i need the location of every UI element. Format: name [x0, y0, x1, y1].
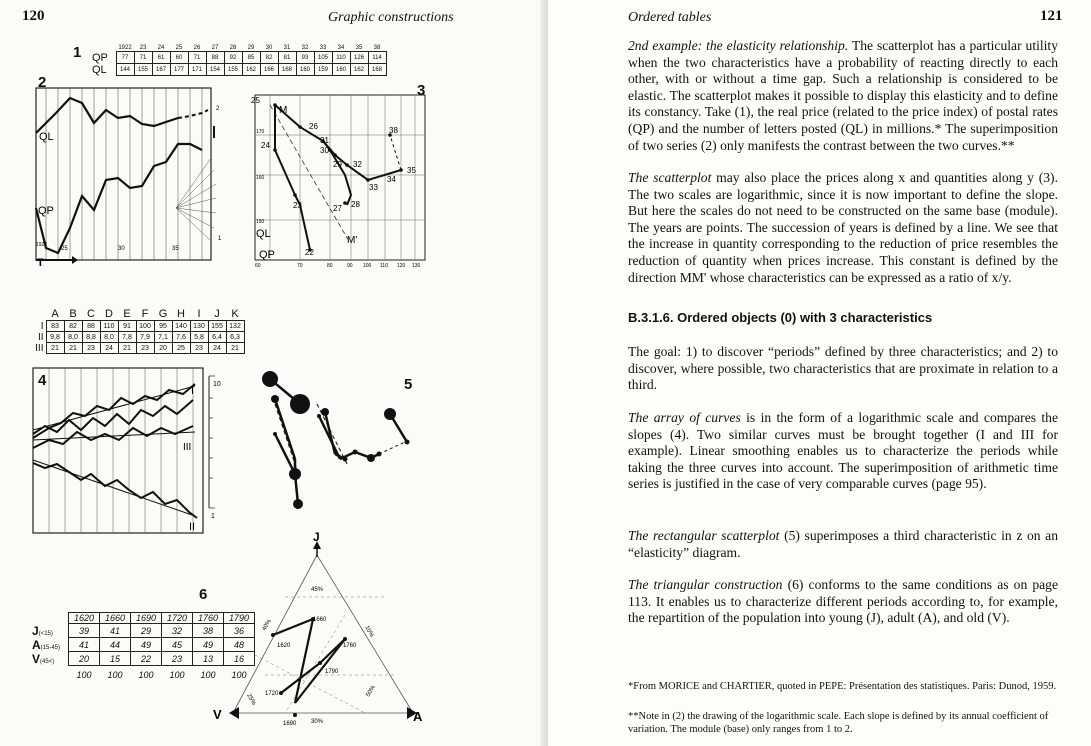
- fig3-m-prime-label: M': [347, 235, 358, 246]
- fig2-x-mid: 25: [61, 246, 68, 252]
- fig6-year-1760: 1760: [343, 643, 357, 649]
- fig3-point-34: 34: [387, 175, 396, 184]
- para6-lead: The triangular construction: [628, 577, 783, 592]
- fig1-cell: 71: [134, 52, 152, 64]
- fig1-cell: 71: [188, 52, 206, 64]
- fig3-qp-label: QP: [259, 249, 275, 261]
- fig4-cell: 8,0: [100, 332, 118, 343]
- fig2-x-30: 30: [118, 246, 125, 252]
- fig6-cell: 29: [131, 624, 162, 638]
- fig2-x-start: 1922: [36, 242, 48, 248]
- fig1-year: 27: [211, 45, 219, 51]
- fig4-cell: 91: [118, 321, 136, 332]
- fig1-cell: 177: [170, 64, 188, 76]
- fig6-row-letter: J: [32, 623, 39, 638]
- fig4-cell: 130: [190, 321, 208, 332]
- fig3-y-tick-170: 170: [256, 129, 265, 135]
- fig6-cell: 13: [193, 652, 224, 666]
- fig6-year-1660: 1660: [313, 617, 327, 623]
- fig1-cell: 171: [188, 64, 206, 76]
- fig4-row-label: III: [35, 342, 44, 354]
- fig3-x-tick-70: 70: [297, 263, 303, 269]
- fig3-point-24: 24: [261, 141, 270, 150]
- fig3-point-33: 33: [369, 183, 378, 192]
- fig6-cell: 22: [131, 652, 162, 666]
- figure-6-triangular-construction: [213, 530, 425, 735]
- fig6-cell: 44: [100, 638, 131, 652]
- fig6-cell: 20: [69, 652, 100, 666]
- fig1-cell: 168: [368, 64, 386, 76]
- fig4-cell: 21: [118, 343, 136, 354]
- paragraph-elasticity: [628, 38, 1058, 154]
- fig1-cell: 126: [350, 52, 368, 64]
- fig6-tick-50: 50%: [365, 684, 377, 698]
- fig1-cell: 77: [116, 52, 134, 64]
- fig4-cell: 83: [46, 321, 64, 332]
- fig1-cell: 92: [224, 52, 242, 64]
- fig1-year: 1922: [118, 45, 132, 51]
- para5-text: (5) superimposes a third characteristic in z on an “elasticity” diagram.: [628, 528, 1058, 560]
- fig4-cell: 5,8: [190, 332, 208, 343]
- fig1-cell: 168: [278, 64, 296, 76]
- fig6-v-label: V: [213, 707, 222, 722]
- fig1-row-label: QL: [92, 63, 107, 76]
- paragraph-goal: [628, 344, 1058, 394]
- fig6-grid: [30, 612, 255, 680]
- fig2-qp-label: QP: [38, 205, 54, 217]
- figure-2-label: 2: [38, 74, 47, 91]
- fig3-point-29: 29: [333, 160, 342, 169]
- fig2-scale-top: 2: [216, 106, 220, 112]
- fig3-point-25: 25: [251, 96, 260, 105]
- fig4-cell: 100: [136, 321, 154, 332]
- fig2-time-label: T: [37, 257, 44, 269]
- fig6-tick-10: 10%: [363, 625, 375, 639]
- fig1-year: 28: [229, 45, 237, 51]
- fig4-cell: 8,0: [64, 332, 82, 343]
- fig4-cell: 24: [208, 343, 226, 354]
- fig6-row-label: [30, 638, 69, 652]
- fig3-point-23: 23: [293, 201, 302, 210]
- figure-4-label: 4: [38, 372, 47, 389]
- figure-1-table: [90, 45, 387, 76]
- fig4-cell: 7,1: [154, 332, 172, 343]
- paragraph-rectangular-scatterplot: [628, 528, 1058, 561]
- figure-1-label: 1: [73, 44, 82, 61]
- fig1-year: 23: [139, 45, 147, 51]
- fig4-cell: 95: [154, 321, 172, 332]
- fig4-cell: 132: [226, 321, 244, 332]
- fig4-col-header: K: [231, 308, 239, 320]
- fig1-cell: 155: [224, 64, 242, 76]
- para2-text: may also place the prices along x and quantities along y (3). The two scales are logarithmic, since it is now important to define the slope. But here the scales do not need to be constructed on the same base (module). The years are points. The succession of years is defined by a line. We see that the increase in quantity corresponding to the reduction of price resembles the reduction of quantity when prices increase. This constant is defined by the direction MM' whose characteristics can be expressed as a ratio of x/y.: [628, 170, 1058, 285]
- fig6-tick-40: 40%: [261, 618, 273, 632]
- fig1-cell: 154: [206, 64, 224, 76]
- fig4-row-label: I: [40, 320, 44, 332]
- fig6-row-letter: V: [32, 651, 41, 666]
- fig3-point-27: 27: [333, 204, 342, 213]
- fig1-cell: 60: [170, 52, 188, 64]
- fig6-total: 100: [200, 670, 216, 680]
- footnote-2: **Note in (2) the drawing of the logarithmic scale. Each slope is defined by its annual coefficient of variation. The module (base) only ranges from 1 to 2.: [628, 711, 1049, 735]
- fig6-year-1720: 1720: [265, 691, 279, 697]
- fig4-cell: 25: [172, 343, 190, 354]
- fig6-cell: 38: [193, 624, 224, 638]
- fig6-year-1690: 1690: [283, 721, 297, 727]
- fig3-point-30: 30: [320, 146, 329, 155]
- fig1-year: 33: [319, 45, 327, 51]
- fig6-row-label: [30, 652, 69, 666]
- figure-2-superimposed-curves: [36, 88, 236, 278]
- fig4-cell: 21: [64, 343, 82, 354]
- figure-4-array-of-curves: [33, 368, 233, 543]
- fig4-cell: 7,9: [136, 332, 154, 343]
- fig6-a-label: A: [413, 709, 423, 724]
- fig3-y-tick-150: 150: [256, 219, 265, 225]
- fig1-cell: 160: [296, 64, 314, 76]
- para1-text: The scatterplot has a particular utility when the two characteristics have a probability of reacting directly to each other, with or without a time gap. Such a relationship is considered to be elastic. The scatterplot makes it possible to display this elasticity and to define its constancy. Take (1), the real price (related to the price index) of postal rates (QP) and the number of letters posted (QL) in millions.* The superimposition of two series (2) only manifests the contrast between the two curves.**: [628, 38, 1058, 153]
- page-number-right: 121: [1040, 8, 1063, 24]
- fig3-point-22: 22: [305, 248, 314, 257]
- figure-6-label: 6: [199, 586, 208, 603]
- fig6-row-range: (<15): [38, 630, 53, 637]
- fig6-cell: 49: [193, 638, 224, 652]
- fig4-cell: 155: [208, 321, 226, 332]
- fig4-cell: 21: [226, 343, 244, 354]
- fig6-total: 100: [231, 670, 247, 680]
- fig3-point-31: 31: [320, 136, 329, 145]
- fig6-total: 100: [169, 670, 185, 680]
- paragraph-array-of-curves: [628, 410, 1058, 493]
- fig4-curve-i-label: I: [191, 385, 195, 397]
- fig4-cell: 7,6: [172, 332, 190, 343]
- para2-lead: The scatterplot: [628, 170, 712, 185]
- page-number-left: 120: [22, 8, 45, 24]
- fig6-cell: 16: [224, 652, 255, 666]
- fig6-row-range: (15-45): [40, 644, 61, 651]
- fig4-cell: 82: [64, 321, 82, 332]
- fig1-year: 25: [175, 45, 183, 51]
- fig4-cell: 110: [100, 321, 118, 332]
- fig1-cell: 105: [314, 52, 332, 64]
- fig4-scale-bottom: 1: [211, 513, 215, 520]
- paragraph-scatterplot: [628, 170, 1058, 286]
- fig4-row-label: II: [37, 331, 44, 343]
- fig1-cell: 114: [368, 52, 386, 64]
- fig3-x-tick-130: 130: [412, 263, 421, 269]
- fig1-cell: 167: [152, 64, 170, 76]
- fig3-point-38: 38: [389, 126, 398, 135]
- fig3-x-tick-80: 80: [327, 263, 333, 269]
- fig3-x-tick-60: 60: [255, 263, 261, 269]
- fig6-year-header: 1620: [69, 613, 100, 624]
- fig6-year-1790: 1790: [325, 669, 339, 675]
- fig1-year: 38: [373, 45, 381, 51]
- fig1-cell: 166: [260, 64, 278, 76]
- fig4-cell: 9,8: [46, 332, 64, 343]
- fig6-cell: 15: [100, 652, 131, 666]
- fig4-curve-iii-label: III: [183, 442, 192, 453]
- fig3-m-label: M: [279, 105, 288, 116]
- fig3-point-35: 35: [407, 166, 416, 175]
- fig6-cell: 41: [100, 624, 131, 638]
- fig6-j-label: J: [313, 530, 320, 544]
- fig6-total: 100: [138, 670, 154, 680]
- fig3-point-32: 32: [353, 160, 362, 169]
- fig4-col-header: A: [51, 308, 59, 320]
- fig4-cell: 24: [100, 343, 118, 354]
- running-head-right: Ordered tables: [628, 10, 712, 25]
- para6-text: (6) conforms to the same conditions as on page 113. It enables us to characterize different periods according to, for example, the repartition of the population into young (J), adult (A), and old (V).: [628, 577, 1059, 626]
- fig1-cell: 162: [242, 64, 260, 76]
- fig1-cell: 85: [242, 52, 260, 64]
- fig6-year-header: 1790: [224, 613, 255, 624]
- fig3-x-tick-100: 100: [363, 263, 372, 269]
- fig3-x-tick-110: 110: [380, 263, 388, 269]
- fig2-x-35: 35: [172, 246, 179, 252]
- fig4-col-header: F: [141, 308, 149, 320]
- fig3-x-tick-120: 120: [397, 263, 406, 269]
- fig6-row-letter: A: [32, 637, 41, 652]
- para4-lead: The array of curves: [628, 410, 741, 425]
- para1-lead: 2nd example: the elasticity relationship.: [628, 38, 849, 53]
- fig1-cell: 93: [296, 52, 314, 64]
- fig1-cell: 88: [206, 52, 224, 64]
- fig6-cell: 49: [131, 638, 162, 652]
- fig1-year: 26: [193, 45, 201, 51]
- fig6-tick-25: 25%: [245, 693, 257, 707]
- fig4-cell: 23: [82, 343, 100, 354]
- figure-3-label: 3: [417, 82, 426, 99]
- fig1-year: 24: [157, 45, 165, 51]
- fig1-cell: 155: [134, 64, 152, 76]
- fig1-cell: 162: [350, 64, 368, 76]
- figure-4-table: [32, 308, 245, 354]
- fig4-cell: 8,8: [82, 332, 100, 343]
- para3-text: The goal: 1) to discover “periods” defined by three characteristics; and 2) to discover, where possible, two characteristics that are proximate in relation to a third.: [628, 344, 1058, 393]
- fig6-tick-45: 45%: [311, 587, 324, 593]
- fig1-grid: [90, 45, 387, 76]
- fig6-cell: 32: [162, 624, 193, 638]
- fig6-cell: 39: [69, 624, 100, 638]
- fig1-year: 29: [247, 45, 255, 51]
- fig3-point-28: 28: [351, 200, 360, 209]
- fig1-cell: 61: [152, 52, 170, 64]
- fig1-cell: 110: [332, 52, 350, 64]
- fig1-year: 34: [337, 45, 345, 51]
- fig4-cell: 6,4: [208, 332, 226, 343]
- fig4-col-header: C: [87, 308, 95, 320]
- figure-3-scatterplot: [251, 95, 435, 275]
- fig6-cell: 23: [162, 652, 193, 666]
- fig6-total: 100: [107, 670, 123, 680]
- para4-text: is in the form of a logarithmic scale and compares the slopes (4). Two similar curves must be brought together (I and III for example). Linear smoothing enables us to characterize the periods while taking the three curves into account. The superimposition of arithmetic time series is justified in the case of very comparable curves (page 95).: [628, 410, 1058, 492]
- fig1-year: 35: [355, 45, 363, 51]
- fig4-col-header: H: [177, 308, 185, 320]
- fig6-year-1620: 1620: [277, 643, 291, 649]
- fig4-col-header: J: [214, 308, 220, 320]
- fig1-cell: 160: [332, 64, 350, 76]
- fig4-cell: 21: [46, 343, 64, 354]
- fig4-col-header: I: [197, 308, 201, 320]
- fig1-cell: 81: [278, 52, 296, 64]
- fig4-cell: 23: [136, 343, 154, 354]
- fig4-cell: 23: [190, 343, 208, 354]
- fig6-cell: 41: [69, 638, 100, 652]
- fig6-year-header: 1760: [193, 613, 224, 624]
- fig4-cell: 6,3: [226, 332, 244, 343]
- figure-6-table: [30, 612, 255, 680]
- section-heading: B.3.1.6. Ordered objects (0) with 3 characteristics: [628, 310, 933, 325]
- fig6-cell: 48: [224, 638, 255, 652]
- fig6-row-range: (45<): [40, 658, 55, 665]
- fig3-ql-label: QL: [256, 228, 271, 240]
- fig4-cell: 7,8: [118, 332, 136, 343]
- fig4-col-header: G: [158, 308, 168, 320]
- right-page: [548, 0, 1091, 746]
- fig3-point-26: 26: [309, 122, 318, 131]
- fig6-tick-30: 30%: [311, 719, 324, 725]
- fig6-cell: 36: [224, 624, 255, 638]
- fig1-cell: 159: [314, 64, 332, 76]
- fig4-cell: 140: [172, 321, 190, 332]
- fig4-cell: 20: [154, 343, 172, 354]
- fig4-curve-ii-label: II: [189, 521, 196, 533]
- fig1-row-label: QP: [92, 51, 108, 64]
- fig1-cell: 144: [116, 64, 134, 76]
- fig6-cell: 45: [162, 638, 193, 652]
- fig4-col-header: D: [105, 308, 113, 320]
- figure-5-label: 5: [404, 376, 413, 393]
- paragraph-triangular: [628, 577, 1058, 627]
- figure-5-rectangular-scatterplot: [255, 364, 425, 514]
- fig4-grid: [32, 308, 245, 354]
- fig4-cell: 88: [82, 321, 100, 332]
- fig4-col-header: B: [69, 308, 77, 320]
- fig1-cell: 82: [260, 52, 278, 64]
- fig6-year-header: 1660: [100, 613, 131, 624]
- fig2-ql-label: QL: [39, 131, 54, 143]
- fig3-y-tick-160: 160: [256, 175, 265, 181]
- fig4-col-header: E: [123, 308, 131, 320]
- footnote-1: *From MORICE and CHARTIER, quoted in PEPE: Présentation des statistiques. Paris: Dunod, 1959.: [628, 681, 1057, 692]
- fig6-total: 100: [76, 670, 92, 680]
- fig2-scale-bottom: 1: [218, 236, 222, 242]
- fig1-year: 30: [265, 45, 273, 51]
- fig3-x-tick-90: 90: [347, 263, 353, 269]
- fig6-year-header: 1690: [131, 613, 162, 624]
- fig6-year-header: 1720: [162, 613, 193, 624]
- fig1-year: 32: [301, 45, 309, 51]
- para5-lead: The rectangular scatterplot: [628, 528, 780, 543]
- fig1-year: 31: [283, 45, 291, 51]
- fig6-row-label: [30, 624, 69, 638]
- running-head-left: Graphic constructions: [328, 10, 454, 25]
- fig4-scale-top: 10: [213, 381, 221, 388]
